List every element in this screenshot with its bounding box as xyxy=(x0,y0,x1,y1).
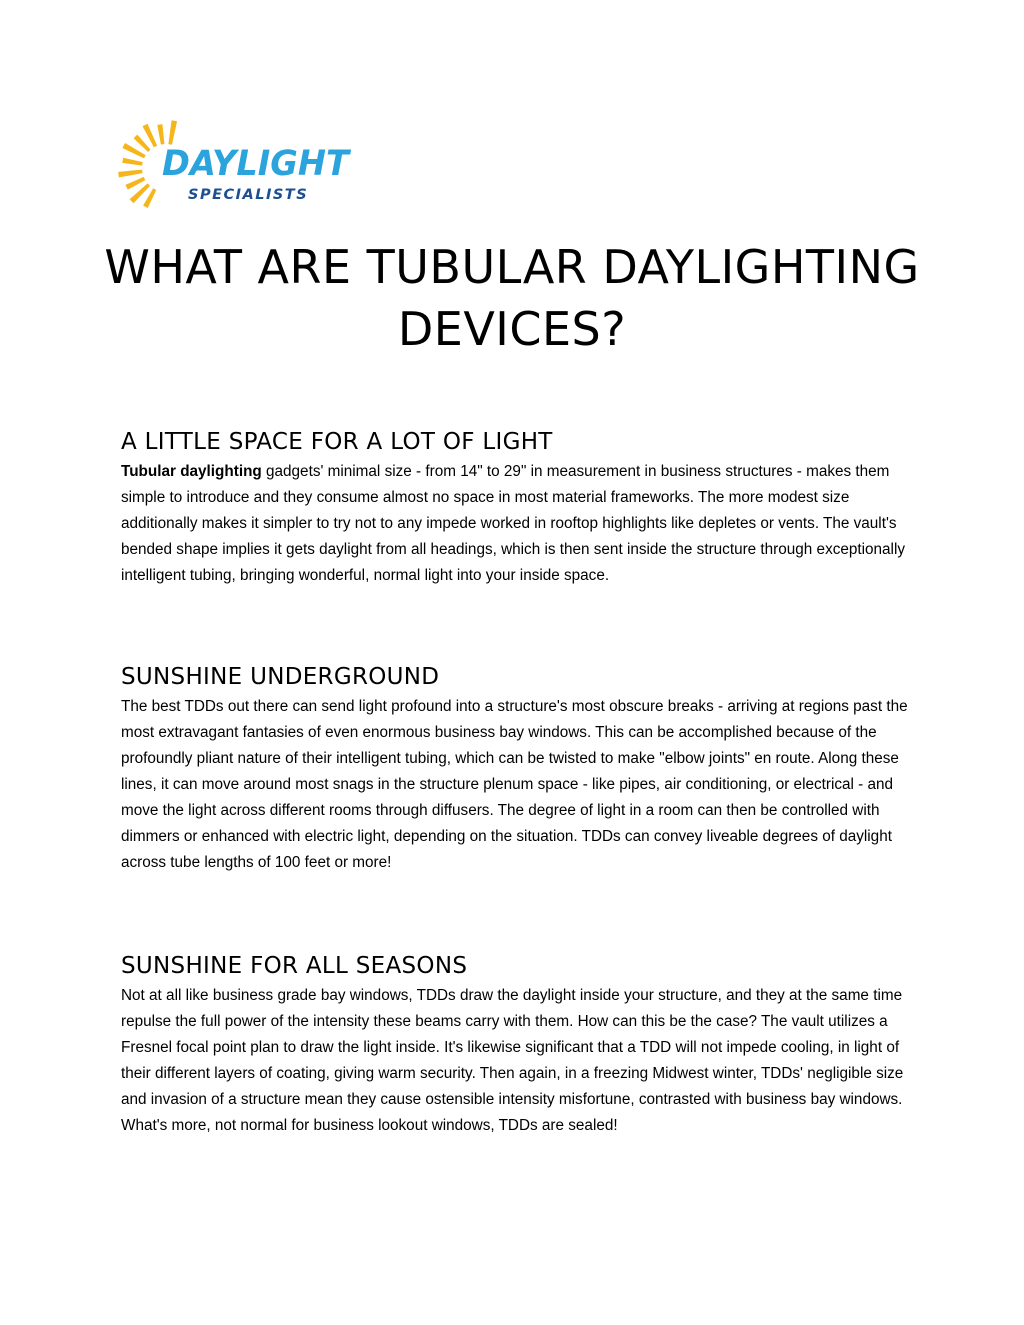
sun-ray xyxy=(168,120,177,144)
sun-ray xyxy=(122,158,142,166)
sun-ray xyxy=(134,135,151,152)
logo-wordmark-specialists: SPECIALISTS xyxy=(188,187,309,203)
logo-wordmark-daylight: DAYLIGHT xyxy=(162,144,349,184)
section-sunshine-all-seasons xyxy=(121,949,921,1139)
sun-ray xyxy=(118,170,142,178)
section-heading: SUNSHINE FOR ALL SEASONS xyxy=(121,953,468,979)
sun-ray xyxy=(157,124,164,144)
section-heading: A LITTLE SPACE FOR A LOT OF LIGHT xyxy=(121,429,553,455)
company-logo xyxy=(118,116,363,218)
section-body xyxy=(121,459,921,589)
section-body: The best TDDs out there can send light profound into a structure's most obscure breaks - arriving at regions past the most extravagant fantasies of even enormous business bay windows. This can be accomplished because of the profoundly pliant nature of their intelligent tubing, which can be twisted to make "elbow joints" en route. Along these lines, it can move around most snags in the structure plenum space - like pipes, air conditioning, or electrical - and move the light across different rooms through diffusers. The degree of light in a room can then be controlled with dimmers or enhanced with electric light, depending on the situation. TDDs can convey liveable degrees of daylight across tube lengths of 100 feet or more! xyxy=(121,698,908,871)
sun-ray xyxy=(125,177,145,190)
page-title: WHAT ARE TUBULAR DAYLIGHTING DEVICES? xyxy=(104,240,920,356)
section-little-space xyxy=(121,425,921,589)
section-heading: SUNSHINE UNDERGROUND xyxy=(121,664,440,690)
section-sunshine-underground xyxy=(121,660,921,876)
section-body: Not at all like business grade bay windows, TDDs draw the daylight inside your structure, and they at the same time repulse the full power of the intensity these beams carry with them. How can this be the case? The vault utilizes a Fresnel focal point plan to draw the light inside. It's likewise significant that a TDD will not impede cooling, in light of their different layers of coating, giving warm security. Then again, in a freezing Midwest winter, TDDs' negligible size and invasion of a structure mean they cause ostensible intensity misfortune, contrasted with business bay windows. What's more, not normal for business lookout windows, TDDs are sealed! xyxy=(121,987,904,1134)
sun-ray xyxy=(143,188,156,208)
body-text: gadgets' minimal size - from 14" to 29" in measurement in business structures - makes them simple to introduce and they consume almost no space in most material frameworks. The more modest size additionally makes it simpler to try not to any impede worked in rooftop highlights like depletes or vents. The vault's bended shape implies it gets daylight from all headings, which is then sent inside the structure through exceptionally intelligent tubing, bringing wonderful, normal light into your inside space. xyxy=(121,463,905,584)
lead-bold-text: Tubular daylighting xyxy=(121,463,262,480)
